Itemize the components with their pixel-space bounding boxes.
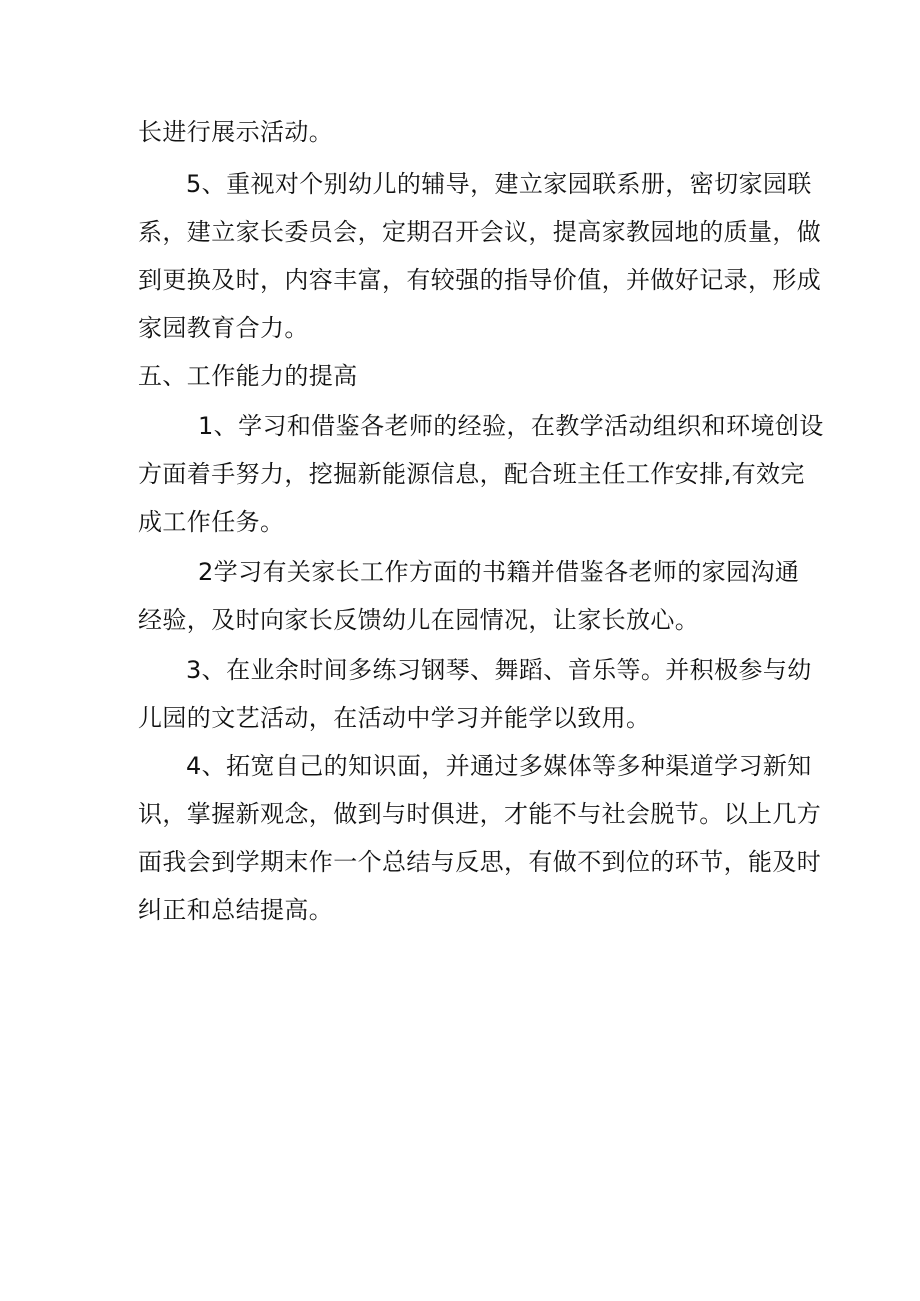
text-line: 经验，及时向家长反馈幼儿在园情况，让家长放心。 — [138, 606, 700, 634]
paragraph-item-1 — [138, 402, 824, 546]
heading-text: 五、工作能力的提高 — [138, 362, 358, 390]
paragraph-item-5 — [138, 160, 822, 352]
paragraph-item-3 — [138, 646, 812, 742]
text-line: 2学习有关家长工作方面的书籍并借鉴各老师的家园沟通 — [198, 558, 800, 586]
paragraph-item-2 — [138, 548, 800, 644]
text-line: 4、拓宽自己的知识面，并通过多媒体等多种渠道学习新知 — [186, 752, 812, 780]
text-line: 面我会到学期末作一个总结与反思，有做不到位的环节，能及时 — [138, 848, 822, 876]
text-line: 纠正和总结提高。 — [138, 896, 334, 924]
text-line: 长进行展示活动。 — [138, 118, 334, 146]
text-line: 识，掌握新观念，做到与时俱进，才能不与社会脱节。以上几方 — [138, 800, 822, 828]
section-heading — [138, 352, 788, 400]
text-line: 方面着手努力，挖掘新能源信息，配合班主任工作安排,有效完 — [138, 460, 805, 488]
text-line: 1、学习和借鉴各老师的经验，在教学活动组织和环境创设 — [198, 412, 824, 440]
text-line: 成工作任务。 — [138, 508, 285, 536]
text-line: 系，建立家长委员会，定期召开会议，提高家教园地的质量，做 — [138, 218, 822, 246]
text-line: 5、重视对个别幼儿的辅导，建立家园联系册，密切家园联 — [186, 170, 812, 198]
text-line: 家园教育合力。 — [138, 314, 309, 342]
text-line: 儿园的文艺活动，在活动中学习并能学以致用。 — [138, 704, 651, 732]
text-line: 3、在业余时间多练习钢琴、舞蹈、音乐等。并积极参与幼 — [186, 656, 812, 684]
paragraph-item-4 — [138, 742, 822, 934]
text-line: 到更换及时，内容丰富，有较强的指导价值，并做好记录，形成 — [138, 266, 822, 294]
paragraph-continuation — [138, 108, 788, 156]
